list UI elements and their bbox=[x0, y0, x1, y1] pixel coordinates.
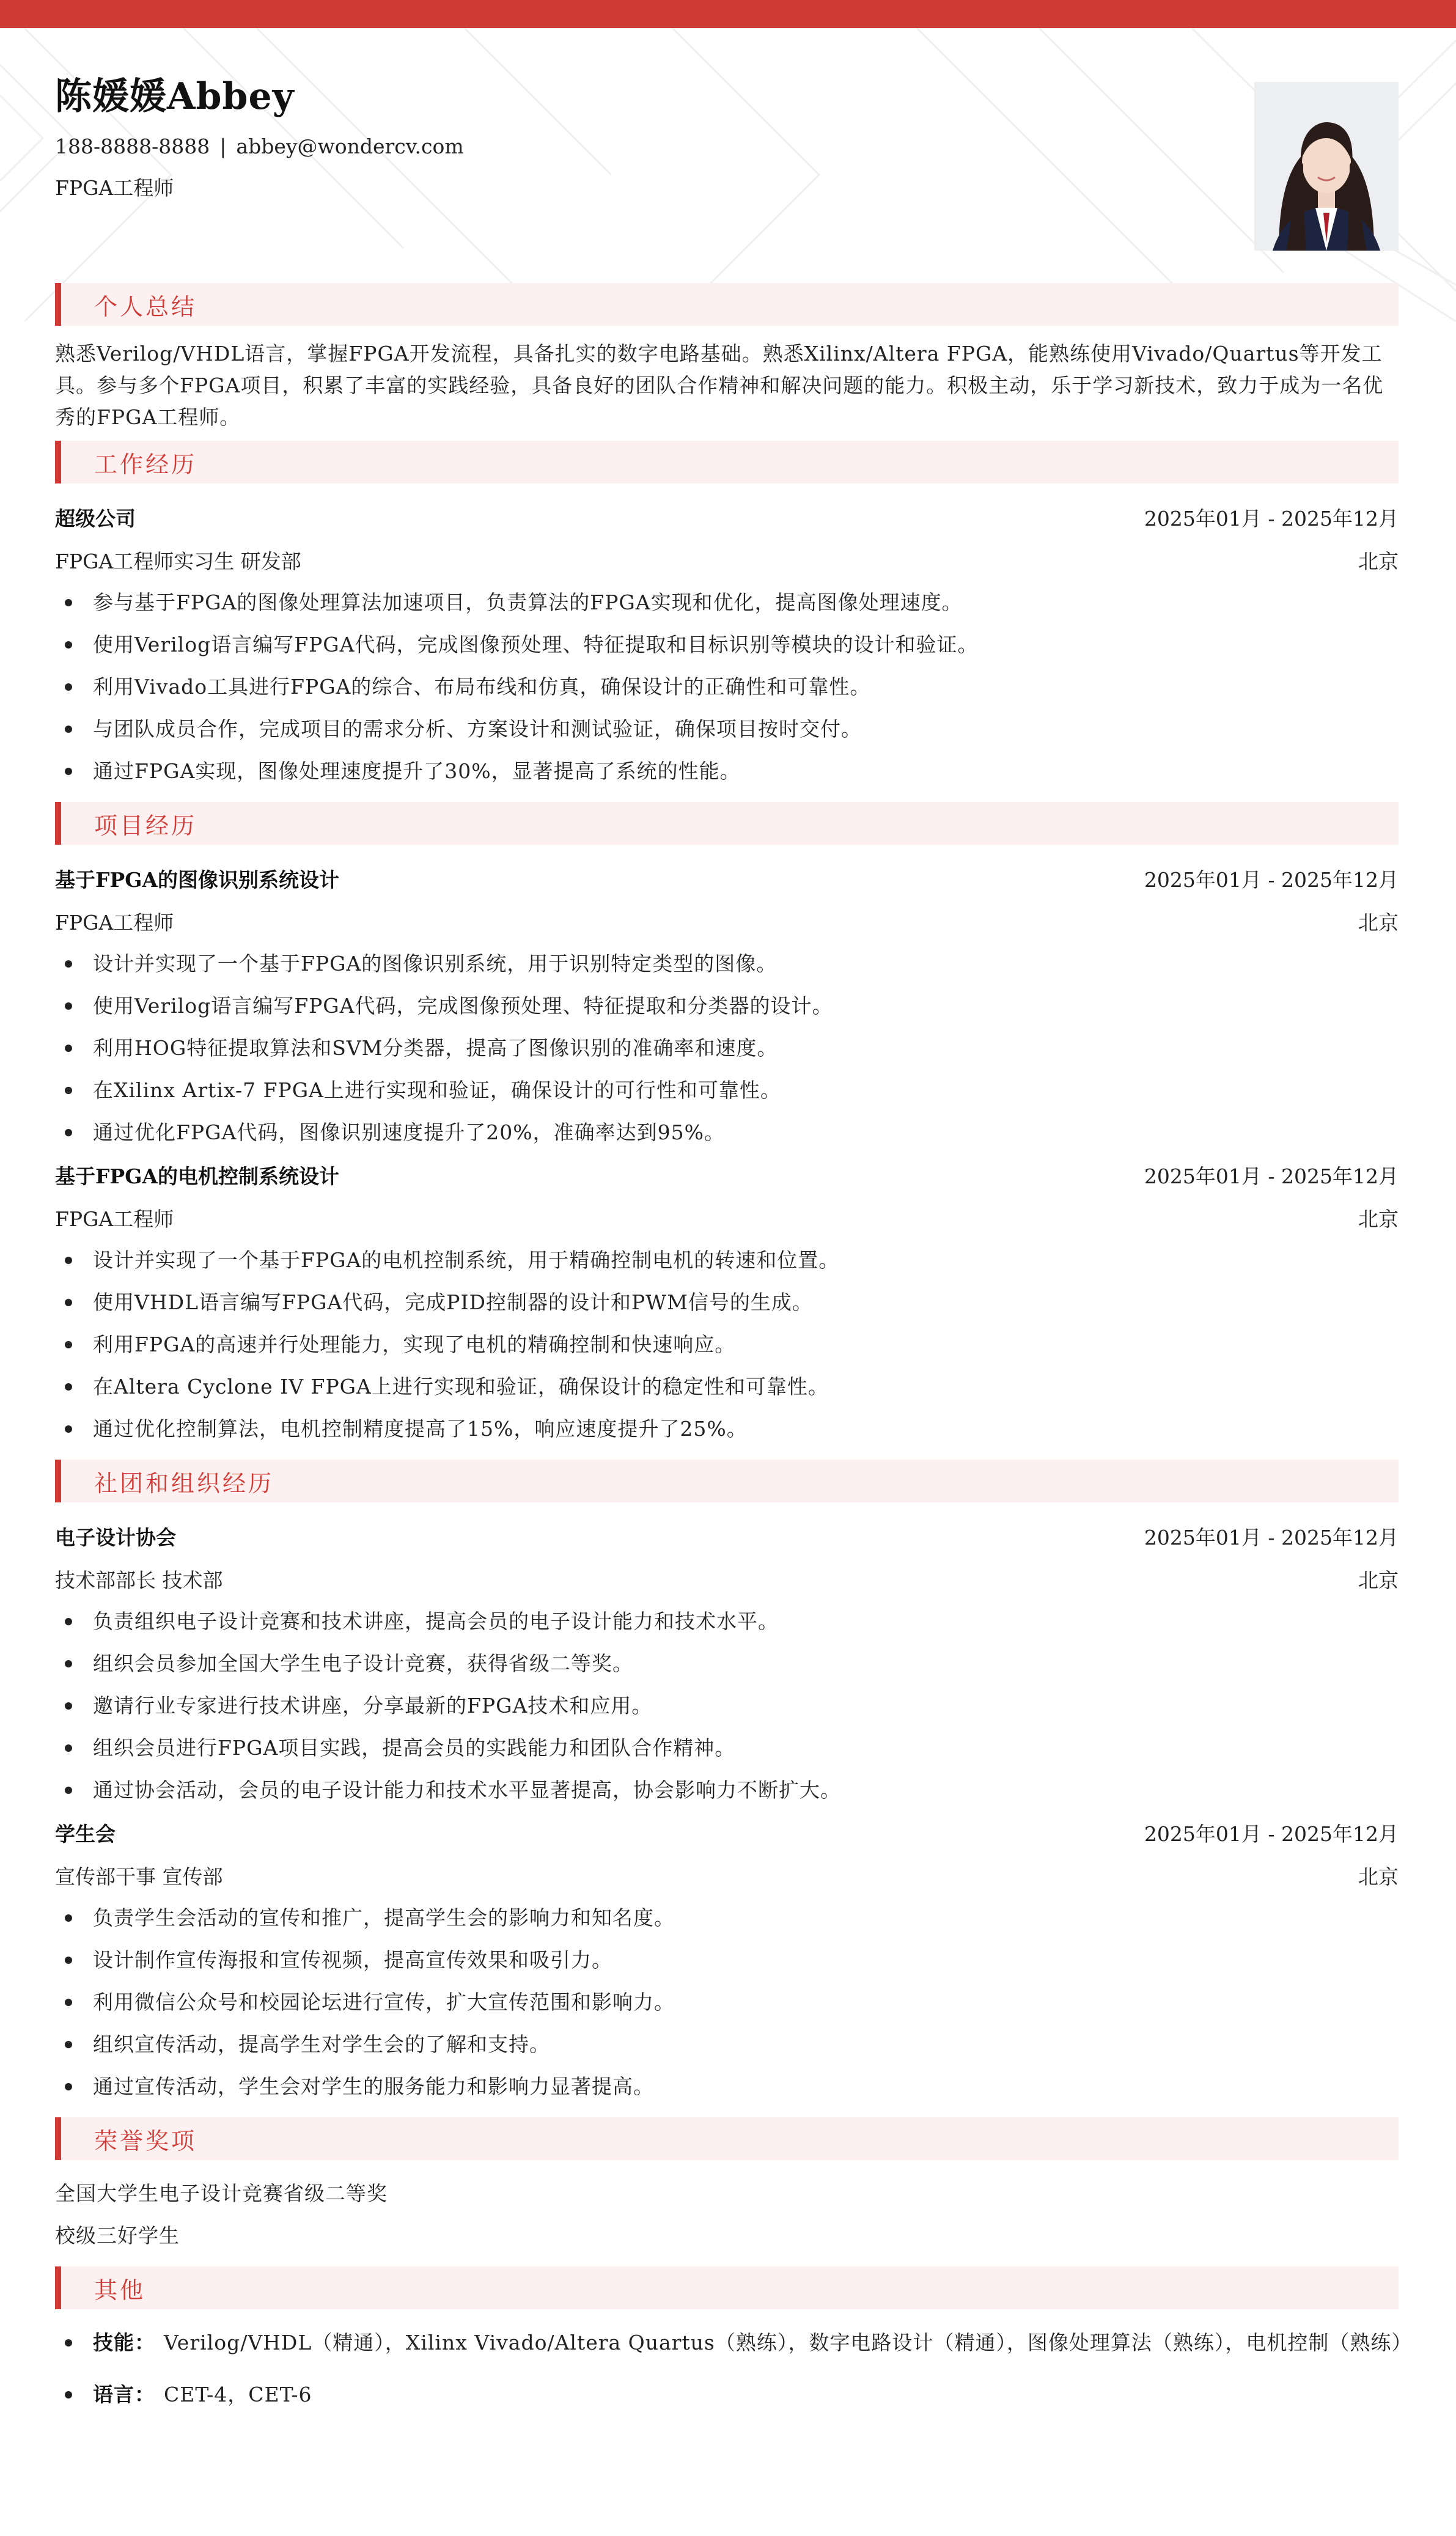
bullet-item: 通过优化FPGA代码，图像识别速度提升了20%，准确率达到95%。 bbox=[55, 1111, 1399, 1153]
bullet-item: 通过协会活动，会员的电子设计能力和技术水平显著提高，协会影响力不断扩大。 bbox=[55, 1769, 1399, 1811]
entry-org: 电子设计协会 bbox=[55, 1525, 176, 1549]
skills-label: 技能： bbox=[93, 2331, 155, 2354]
top-accent-bar bbox=[0, 0, 1456, 28]
bullet-item: 组织会员参加全国大学生电子设计竞赛，获得省级二等奖。 bbox=[55, 1642, 1399, 1685]
section-title-clubs: 社团和组织经历 bbox=[55, 1460, 1399, 1502]
entry-date: 2025年01月 - 2025年12月 bbox=[1144, 1821, 1399, 1846]
entry-header bbox=[55, 496, 1399, 538]
entry-location: 北京 bbox=[1358, 1864, 1399, 1889]
bullet-item: 通过宣传活动，学生会对学生的服务能力和影响力显著提高。 bbox=[55, 2065, 1399, 2108]
bullet-item: 与团队成员合作，完成项目的需求分析、方案设计和测试验证，确保项目按时交付。 bbox=[55, 708, 1399, 750]
bullet-item: 利用FPGA的高速并行处理能力，实现了电机的精确控制和快速响应。 bbox=[55, 1323, 1399, 1365]
entry-bullets bbox=[55, 1239, 1399, 1450]
entry-header bbox=[55, 857, 1399, 900]
section-title-summary: 个人总结 bbox=[55, 283, 1399, 326]
entry-role: 技术部部长 技术部 bbox=[55, 1568, 223, 1592]
project-entry bbox=[55, 1153, 1399, 1450]
bullet-item: 设计制作宣传海报和宣传视频，提高宣传效果和吸引力。 bbox=[55, 1939, 1399, 1981]
entry-org: 超级公司 bbox=[55, 506, 136, 531]
entry-date: 2025年01月 - 2025年12月 bbox=[1144, 867, 1399, 892]
bullet-item: 利用HOG特征提取算法和SVM分类器，提高了图像识别的准确率和速度。 bbox=[55, 1027, 1399, 1069]
summary-text: 熟悉Verilog/VHDL语言，掌握FPGA开发流程，具备扎实的数字电路基础。熟悉Xilinx/Altera FPGA，能熟练使用Vivado/Quartus等开发工具。参与多个FPGA项目，积累了丰富的实践经验，具备良好的团队合作精神和解决问题的能力。积极主动，乐于学习新技术，致力于成为一名优秀的FPGA工程师。 bbox=[55, 342, 1384, 429]
phone-number: 188-8888-8888 bbox=[55, 134, 210, 158]
entry-subheader bbox=[55, 900, 1399, 943]
entry-org: 基于FPGA的电机控制系统设计 bbox=[55, 1164, 340, 1188]
languages-text: CET-4，CET-6 bbox=[164, 2383, 312, 2406]
bullet-item: 组织宣传活动，提高学生对学生会的了解和支持。 bbox=[55, 2023, 1399, 2065]
club-entry bbox=[55, 1811, 1399, 2108]
entry-header bbox=[55, 1515, 1399, 1557]
award-item: 校级三好学生 bbox=[55, 2224, 180, 2247]
bullet-item: 组织会员进行FPGA项目实践，提高会员的实践能力和团队合作精神。 bbox=[55, 1727, 1399, 1769]
resume-body bbox=[55, 283, 1413, 2425]
entry-subheader bbox=[55, 538, 1399, 581]
entry-subheader bbox=[55, 1557, 1399, 1600]
entry-location: 北京 bbox=[1358, 549, 1399, 573]
bullet-item: 使用Verilog语言编写FPGA代码，完成图像预处理、特征提取和分类器的设计。 bbox=[55, 985, 1399, 1027]
entry-bullets bbox=[55, 581, 1399, 792]
bullet-item: 使用Verilog语言编写FPGA代码，完成图像预处理、特征提取和目标识别等模块的设计和验证。 bbox=[55, 623, 1399, 666]
entry-subheader bbox=[55, 1196, 1399, 1239]
languages-item bbox=[55, 2373, 1399, 2416]
entry-role: FPGA工程师 bbox=[55, 910, 174, 935]
bullet-item: 在Altera Cyclone IV FPGA上进行实现和验证，确保设计的稳定性和可靠性。 bbox=[55, 1365, 1399, 1408]
bullet-item: 通过FPGA实现，图像处理速度提升了30%，显著提高了系统的性能。 bbox=[55, 750, 1399, 792]
bullet-item: 通过优化控制算法，电机控制精度提高了15%，响应速度提升了25%。 bbox=[55, 1408, 1399, 1450]
entry-bullets bbox=[55, 943, 1399, 1153]
section-title-projects: 项目经历 bbox=[55, 802, 1399, 845]
skills-item bbox=[55, 2321, 1413, 2364]
entry-header bbox=[55, 1153, 1399, 1196]
entry-date: 2025年01月 - 2025年12月 bbox=[1144, 1525, 1399, 1549]
bullet-item: 设计并实现了一个基于FPGA的电机控制系统，用于精确控制电机的转速和位置。 bbox=[55, 1239, 1399, 1281]
bullet-item: 设计并实现了一个基于FPGA的图像识别系统，用于识别特定类型的图像。 bbox=[55, 943, 1399, 985]
bullet-item: 利用Vivado工具进行FPGA的综合、布局布线和仿真，确保设计的正确性和可靠性。 bbox=[55, 666, 1399, 708]
entry-org: 基于FPGA的图像识别系统设计 bbox=[55, 867, 340, 892]
section-title-work: 工作经历 bbox=[55, 441, 1399, 483]
other-list bbox=[55, 2321, 1413, 2416]
entry-bullets bbox=[55, 1897, 1399, 2108]
target-role: FPGA工程师 bbox=[55, 176, 174, 200]
entry-role: FPGA工程师实习生 研发部 bbox=[55, 549, 301, 573]
resume-header bbox=[55, 67, 1399, 263]
award-item: 全国大学生电子设计竞赛省级二等奖 bbox=[55, 2181, 388, 2205]
bullet-item: 负责组织电子设计竞赛和技术讲座，提高会员的电子设计能力和技术水平。 bbox=[55, 1600, 1399, 1642]
bullet-item: 负责学生会活动的宣传和推广，提高学生会的影响力和知名度。 bbox=[55, 1897, 1399, 1939]
entry-location: 北京 bbox=[1358, 1207, 1399, 1231]
project-entry bbox=[55, 857, 1399, 1153]
contact-separator: | bbox=[219, 134, 227, 158]
skills-text: Verilog/VHDL（精通），Xilinx Vivado/Altera Quartus（熟练），数字电路设计（精通），图像处理算法（熟练），电机控制（熟练） bbox=[164, 2331, 1413, 2354]
profile-photo bbox=[1254, 82, 1399, 251]
languages-label: 语言： bbox=[93, 2383, 155, 2406]
entry-role: 宣传部干事 宣传部 bbox=[55, 1864, 223, 1889]
candidate-name: 陈媛媛Abbey bbox=[55, 75, 295, 118]
contact-line bbox=[55, 134, 464, 158]
entry-location: 北京 bbox=[1358, 1568, 1399, 1592]
work-entry bbox=[55, 496, 1399, 792]
section-title-other: 其他 bbox=[55, 2266, 1399, 2309]
section-title-awards: 荣誉奖项 bbox=[55, 2117, 1399, 2160]
entry-header bbox=[55, 1811, 1399, 1854]
entry-location: 北京 bbox=[1358, 910, 1399, 935]
entry-date: 2025年01月 - 2025年12月 bbox=[1144, 1164, 1399, 1188]
entry-role: FPGA工程师 bbox=[55, 1207, 174, 1231]
club-entry bbox=[55, 1515, 1399, 1811]
bullet-item: 利用微信公众号和校园论坛进行宣传，扩大宣传范围和影响力。 bbox=[55, 1981, 1399, 2023]
bullet-item: 使用VHDL语言编写FPGA代码，完成PID控制器的设计和PWM信号的生成。 bbox=[55, 1281, 1399, 1323]
entry-org: 学生会 bbox=[55, 1821, 116, 1846]
entry-date: 2025年01月 - 2025年12月 bbox=[1144, 506, 1399, 531]
bullet-item: 参与基于FPGA的图像处理算法加速项目，负责算法的FPGA实现和优化，提高图像处理速度。 bbox=[55, 581, 1399, 623]
entry-bullets bbox=[55, 1600, 1399, 1811]
bullet-item: 在Xilinx Artix-7 FPGA上进行实现和验证，确保设计的可行性和可靠性。 bbox=[55, 1069, 1399, 1111]
entry-subheader bbox=[55, 1854, 1399, 1897]
bullet-item: 邀请行业专家进行技术讲座，分享最新的FPGA技术和应用。 bbox=[55, 1685, 1399, 1727]
email-address: abbey@wondercv.com bbox=[236, 134, 464, 158]
